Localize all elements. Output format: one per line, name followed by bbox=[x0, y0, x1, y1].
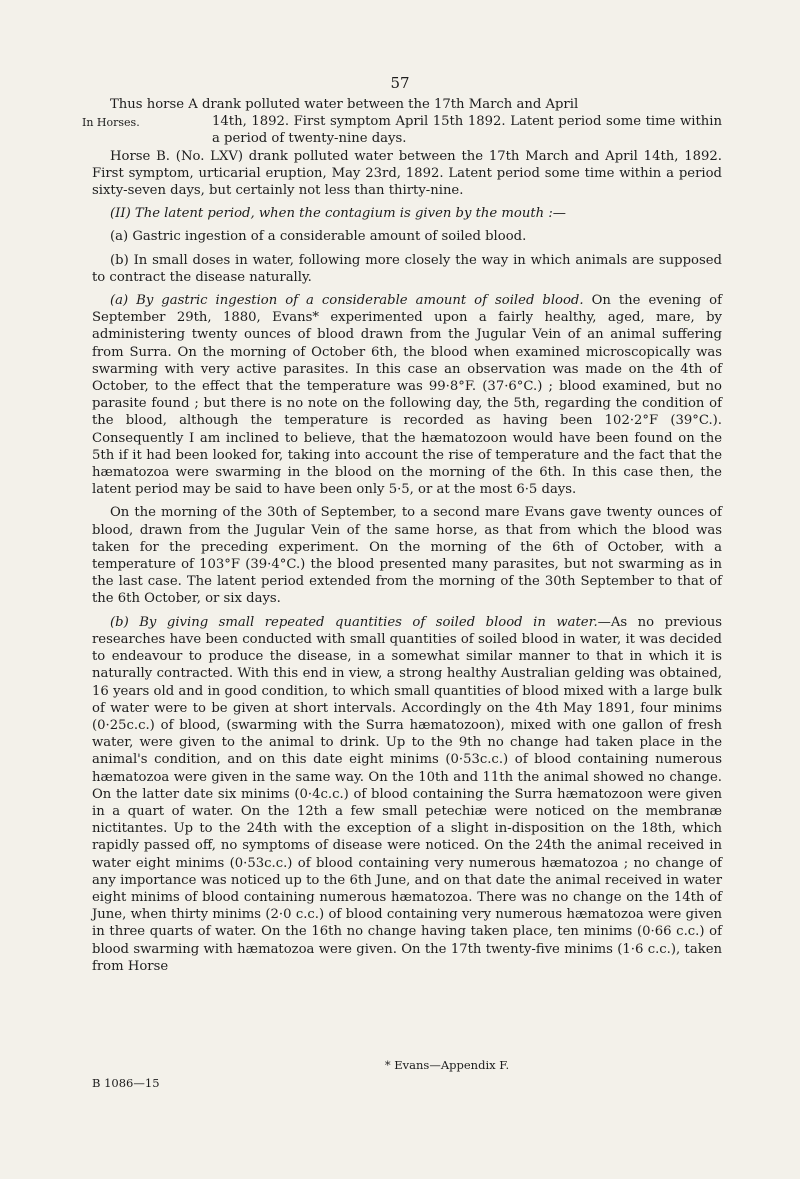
paragraph-horse-a-first-line: Thus horse A drank polluted water between the 17th March and April bbox=[110, 97, 579, 112]
paragraph-horse-b: Horse B. (No. LXV) drank polluted water between the 17th March and April 14th, 1892. First symptom, urticarial eruption, May 23rd, 1892. Latent period some time within a period sixty-seven days, but certainly not less than thirty-nine. bbox=[92, 148, 722, 199]
paragraph-small-doses-text: —As no previous researches have been conducted with small quantities of soiled blood in water, it was decided to endeavour to produce the disease, in a somewhat similar manner to that in which it is naturally contracted. With this end in view, a strong healthy Australian gelding was obtained, 16 years old and in good condition, to which small quantities of blood mixed with a large bulk of water were to be given at short intervals. Accordingly on the 4th May 1891, four minims (0·25c.c.) of blood, (swarming with the Surra hæmatozoon), mixed with one gallon of fresh water, were given to the animal to drink. Up to the 9th no change had taken place in the animal's condition, and on this date eight minims (0·53c.c.) of blood containing numerous hæmatozoa were given in the same way. On the 10th and 11th the animal showed no change. On the latter date six minims (0·4c.c.) of blood containing the Surra hæmatozoon were given in a quart of water. On the 12th a few small petechiæ were noticed on the membranæ nictitantes. Up to the 24th with the exception of a slight in-disposition on the 18th, which rapidly passed off, no symptoms of disease were noticed. On the 24th the animal received in water eight minims (0·53c.c.) of blood containing very numerous hæmatozoa ; no change of any importance was noticed up to the 6th June, and on that date the animal received in water eight minims of blood containing numerous hæmatozoa. There was no change on the 14th of June, when thirty minims (2·0 c.c.) of blood containing very numerous hæmatozoa were given in three quarts of water. On the 16th no change having taken place, ten minims (0·66 c.c.) of blood swarming with hæmatozoa were given. On the 17th twenty-five minims (1·6 c.c.), taken from Horse bbox=[92, 614, 723, 974]
paragraph-horse-a-rest: 14th, 1892. First symptom April 15th 1892. Latent period some time within a period of twenty-nine days. bbox=[212, 114, 722, 147]
page-body bbox=[82, 96, 723, 975]
print-code: B 1086—15 bbox=[92, 1076, 160, 1090]
paragraph-second-mare: On the morning of the 30th of September, to a second mare Evans gave twenty ounces of blood, drawn from the Jugular Vein of the same horse, as that from which the blood was taken for the preceding experiment. On the morning of the 6th of October, with a temperature of 103°F (39·4°C.) the blood presented many parasites, but not swarming as in the last case. The latent period extended from the morning of the 30th September to that of the 6th October, or six days. bbox=[92, 505, 722, 607]
subheading-a: (a) By gastric ingestion of a considerable amount of soiled blood. bbox=[110, 293, 584, 309]
paragraph-small-doses bbox=[92, 614, 722, 975]
subheading-b: (b) By giving small repeated quantities of soiled blood in water. bbox=[110, 614, 598, 630]
page-number: 57 bbox=[390, 74, 410, 92]
page-footer bbox=[92, 1058, 722, 1090]
list-item-b: (b) In small doses in water, following more closely the way in which animals are supposed to contract the disease naturally. bbox=[92, 252, 722, 285]
list-item-a: (a) Gastric ingestion of a considerable amount of soiled blood. bbox=[110, 229, 527, 245]
footnote: * Evans—Appendix F. bbox=[384, 1058, 510, 1072]
section-heading-ii: (II) The latent period, when the contagium is given by the mouth :— bbox=[110, 206, 566, 222]
paragraph-gastric-ingestion bbox=[92, 292, 722, 498]
margin-note: In Horses. bbox=[82, 116, 140, 129]
paragraph-gastric-ingestion-text: On the evening of September 29th, 1880, Evans* experimented upon a fairly healthy, aged, mare, by administering twenty ounces of blood drawn from the Jugular Vein of an animal suffering from Surra. On the morning of October 6th, the blood when examined microscopically was swarming with very active parasites. In this case an observation was made on the 4th of October, to the effect that the temperature was 99·8°F. (37·6°C.) ; blood examined, but no parasite found ; but there is no note on the following day, the 5th, regarding the condition of the blood, although the temperature is recorded as having been 102·2°F (39°C.). Consequently I am inclined to believe, that the hæmatozoon would have been found on the 5th if it had been looked for, taking into account the rise of temperature and the fact that the hæmatozoa were swarming in the blood on the morning of the 6th. In this case then, the latent period may be said to have been only 5·5, or at the most 6·5 days. bbox=[92, 293, 722, 498]
